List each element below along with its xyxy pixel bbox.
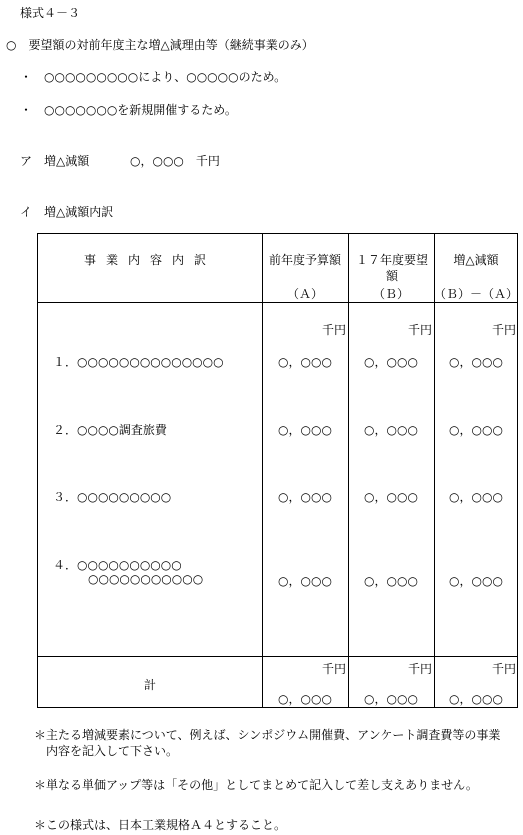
row-2-prev: ○，○○○ [278, 423, 332, 437]
row-4-label-line2: ○○○○○○○○○○○ [88, 572, 204, 586]
header-req: １７年度要望額 [355, 253, 428, 283]
header-req-sub: （Ｂ） [372, 287, 409, 301]
row-3-prev: ○，○○○ [278, 490, 332, 504]
row-2-req: ○，○○○ [364, 423, 418, 437]
row-2-label: ２．○○○○調査旅費 [53, 423, 167, 437]
row-1-label: １．○○○○○○○○○○○○○○ [53, 355, 224, 369]
section-i-label: イ 増△減額内訳 [20, 205, 114, 219]
row-divider [38, 302, 517, 303]
header-prev: 前年度予算額 [268, 253, 341, 267]
note-2: ＊単なる単価アップ等は「その他」としてまとめて記入して差し支えありません。 [34, 778, 478, 792]
total-unit-req: 千円 [407, 662, 432, 676]
note-1-cont: 内容を記入して下さい。 [46, 744, 179, 758]
unit-req: 千円 [407, 323, 432, 337]
header-prev-sub: （Ａ） [286, 287, 323, 301]
col-divider [434, 234, 435, 707]
total-diff: ○，○○○ [449, 692, 503, 706]
row-3-diff: ○，○○○ [449, 490, 503, 504]
row-3-label: ３．○○○○○○○○○ [53, 490, 172, 504]
section-a-value: ○，○○○ 千円 [130, 154, 220, 168]
row-2-diff: ○，○○○ [449, 423, 503, 437]
header-content: 事業内容内訳 [83, 253, 216, 267]
row-1-prev: ○，○○○ [278, 355, 332, 369]
total-unit-diff: 千円 [491, 662, 516, 676]
total-unit-prev: 千円 [321, 662, 346, 676]
heading: ○ 要望額の対前年度主な増△減理由等（継続事業のみ） [6, 38, 314, 52]
bullet-2: ・ ○○○○○○○を新規開催するため。 [20, 103, 237, 117]
row-4-diff: ○，○○○ [449, 574, 503, 588]
note-3: ＊この様式は、日本工業規格Ａ４とすること。 [34, 818, 287, 832]
breakdown-table [37, 233, 518, 708]
unit-prev: 千円 [321, 323, 346, 337]
bullet-1: ・ ○○○○○○○○○により、○○○○○のため。 [20, 70, 287, 84]
row-divider [38, 656, 517, 657]
total-label: 計 [143, 678, 156, 692]
total-prev: ○，○○○ [278, 692, 332, 706]
note-1: ＊主たる増減要素について、例えば、シンポジウム開催費、アンケート調査費等の事業 [34, 728, 501, 742]
header-diff: 増△減額 [453, 253, 499, 267]
row-4-label: ４．○○○○○○○○○○ [53, 558, 182, 572]
row-4-prev: ○，○○○ [278, 574, 332, 588]
header-diff-sub: （Ｂ）－（Ａ） [434, 287, 519, 301]
section-a-label: ア 増△減額 [20, 154, 90, 168]
row-1-req: ○，○○○ [364, 355, 418, 369]
unit-diff: 千円 [491, 323, 516, 337]
row-3-req: ○，○○○ [364, 490, 418, 504]
row-1-diff: ○，○○○ [449, 355, 503, 369]
col-divider [262, 234, 263, 707]
total-req: ○，○○○ [364, 692, 418, 706]
row-4-req: ○，○○○ [364, 574, 418, 588]
col-divider [348, 234, 349, 707]
form-label: 様式４－３ [20, 6, 81, 20]
